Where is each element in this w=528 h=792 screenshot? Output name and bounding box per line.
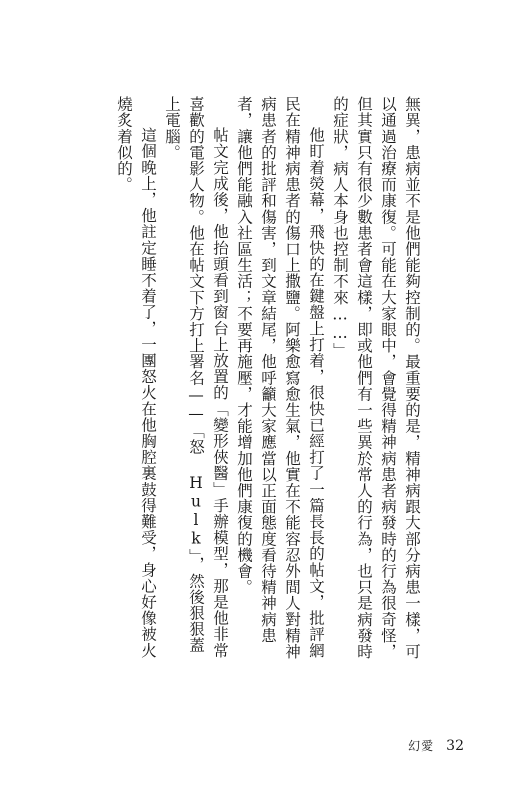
paragraph-2: 他盯着熒幕，飛快的在鍵盤上打着，很快已經打了一篇長長的帖文，批評網民在精神病患者的傷口上撒鹽。阿樂愈寫愈生氣，他實在不能容忍外間人對精神病患者的批評和傷害，到文章結尾，他呼籲大家應當以正面態度看待精神病患者，讓他們能融入社區生活；不要再施壓，才能增加他們康復的機會。 (235, 96, 325, 660)
book-title: 幻愛 (408, 739, 435, 753)
page-number: 32 (446, 738, 464, 754)
vertical-text-block (112, 96, 424, 666)
paragraph-1: 無異，患病並不是他們能夠控制的。最重要的是，精神病跟大部分病患一樣，可以通過治療而康復。可能在大家眼中，會覺得精神病患者病發時的行為很奇怪，但其實只有很少數患者會這樣，即或他們有一些異於常人的行為，也只是病發時的症狀，病人本身也控制不來……」 (331, 96, 421, 660)
paragraph-3: 帖文完成後，他抬頭看到窗台上放置的「變形俠醫」手辦模型，那是他非常喜歡的電影人物。他在帖文下方打上署名——「怒 Hulk」，然後狠狠蓋上電腦。 (163, 96, 229, 659)
paragraph-4: 這個晚上，他註定睡不着了，一團怒火在他胸腔裏鼓得難受，身心好像被火燒炙着似的。 (115, 96, 157, 659)
page-footer (408, 737, 464, 754)
